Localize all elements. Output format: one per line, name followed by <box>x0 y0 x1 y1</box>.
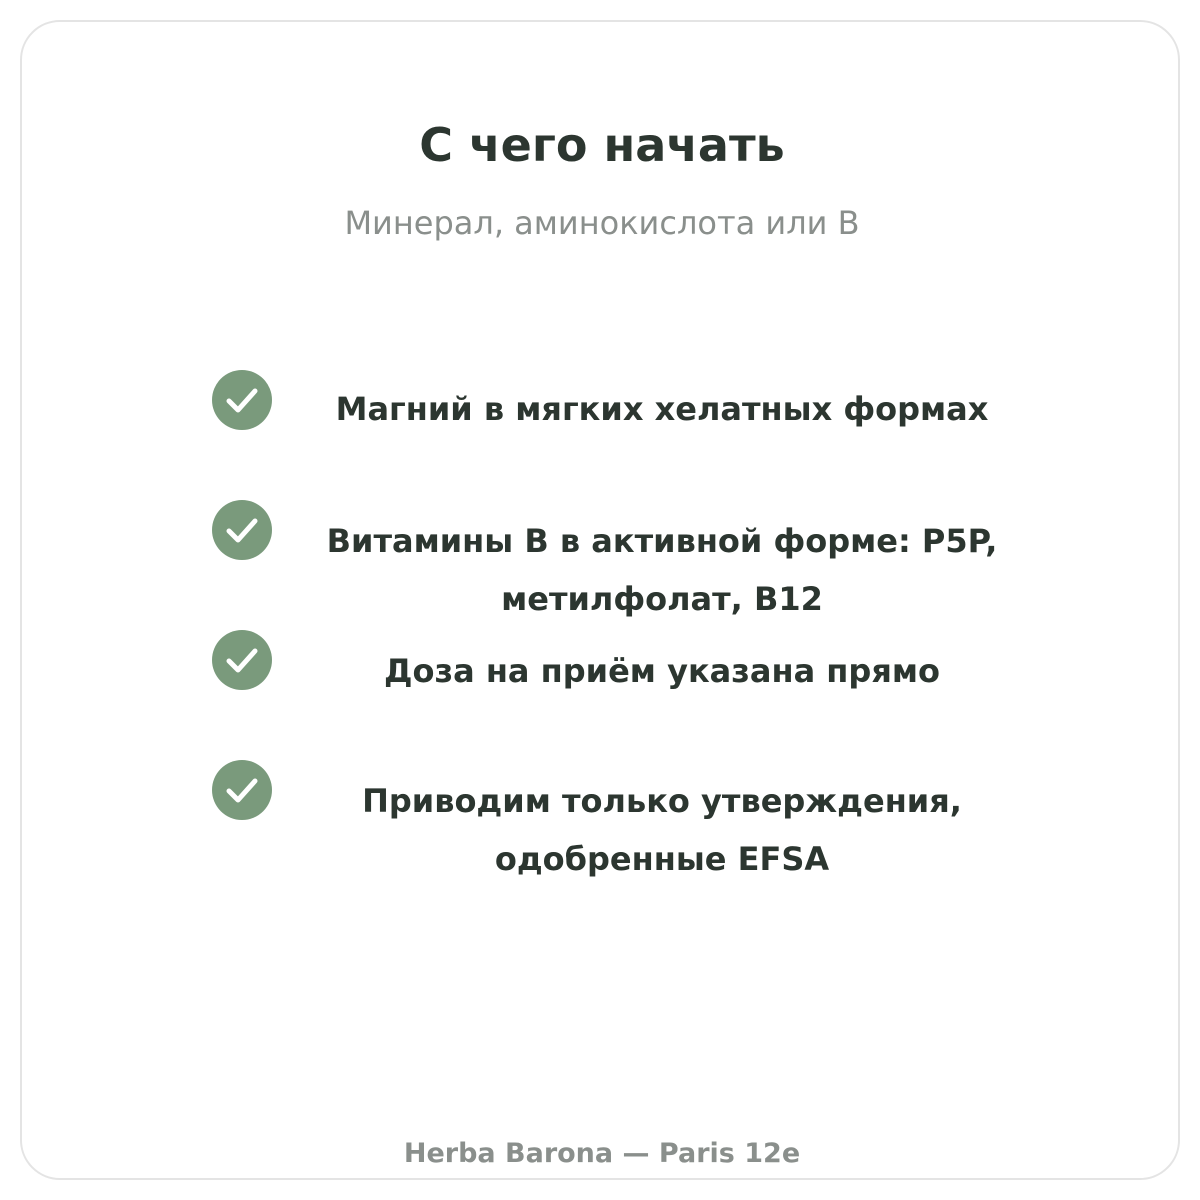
check-icon <box>212 500 272 560</box>
checklist-item-label: Приводим только утверждения, одобренные EFSA <box>362 782 962 878</box>
checklist-item-label: Магний в мягких хелатных формах <box>335 390 989 428</box>
footer-brand: Herba Barona — Paris 12e <box>403 1138 801 1169</box>
card-subtitle: Минерал, аминокислота или B <box>344 204 860 242</box>
info-card <box>20 20 1180 1180</box>
check-icon <box>212 630 272 690</box>
check-icon <box>212 370 272 430</box>
checklist-item-label: Витамины B в активной форме: P5P, метилфолат, B12 <box>326 522 998 618</box>
card-title: С чего начать <box>419 118 785 172</box>
checklist-item-label: Доза на приём указана прямо <box>384 652 940 690</box>
check-icon <box>212 760 272 820</box>
